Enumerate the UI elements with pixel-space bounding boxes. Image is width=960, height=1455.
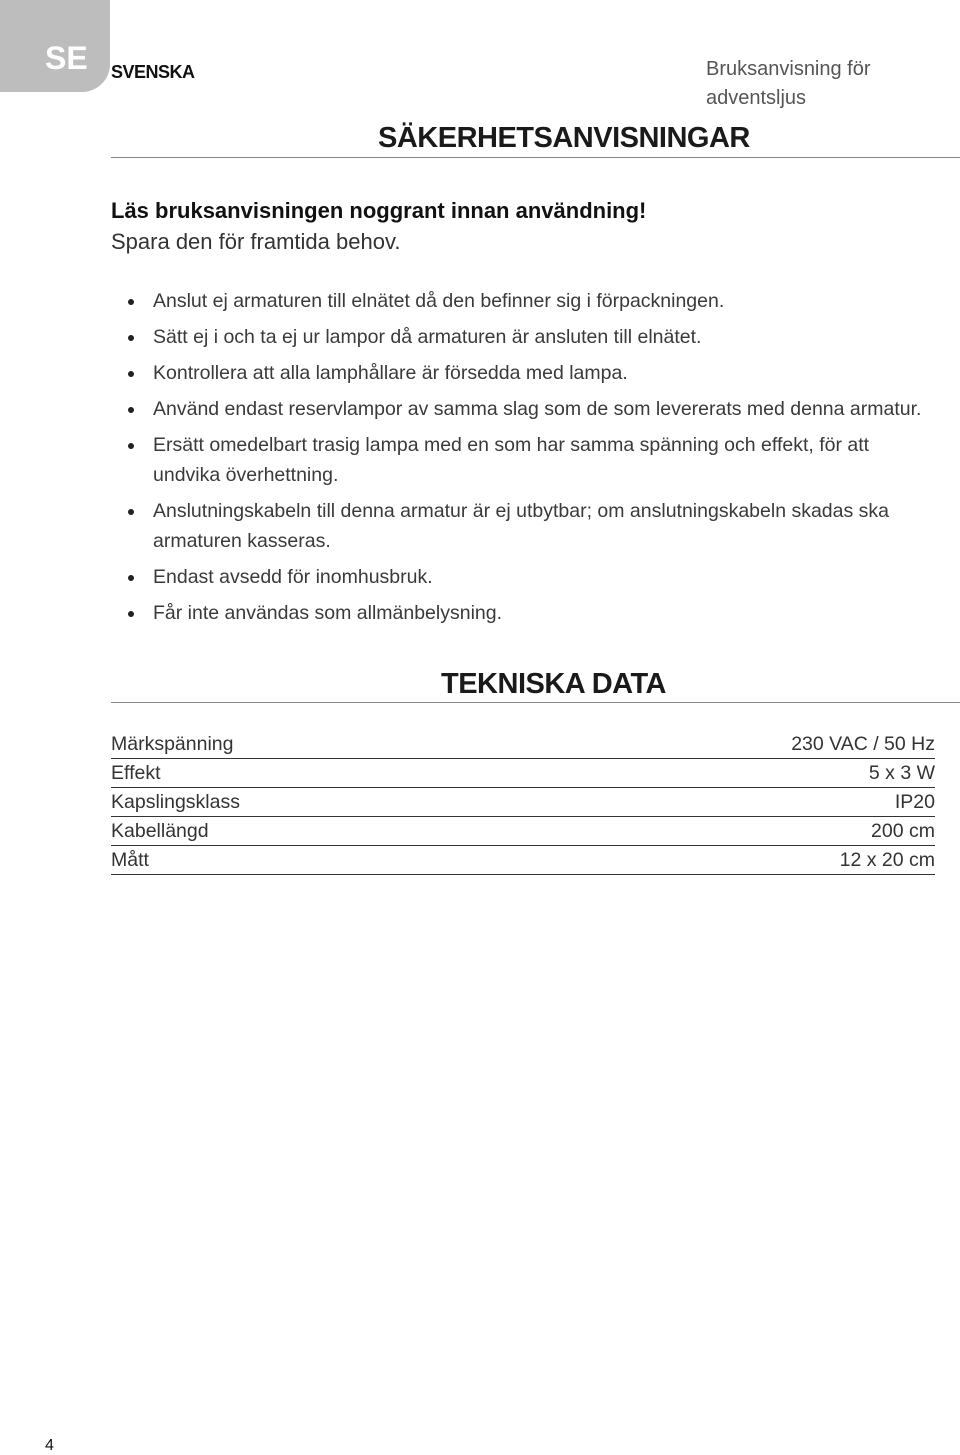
safety-item-text: Anslutningskabeln till denna armatur är ej utbytbar; om anslutningskabeln skadas ska armaturen kasseras.	[153, 500, 890, 552]
spec-label: Märkspänning	[111, 733, 234, 755]
safety-item-text: Ersätt omedelbart trasig lampa med en som har samma spänning och effekt, för att undvika överhettning.	[153, 434, 870, 486]
spec-row	[111, 759, 935, 788]
spec-row	[111, 730, 935, 759]
spec-label: Effekt	[111, 762, 161, 784]
language-code: SE	[45, 40, 88, 76]
safety-item-text: Anslut ej armaturen till elnätet då den befinner sig i förpackningen.	[153, 290, 725, 312]
bullet-icon	[128, 611, 134, 617]
safety-item	[111, 358, 941, 388]
safety-item	[111, 598, 941, 628]
safety-heading: SÄKERHETSANVISNINGAR	[378, 122, 750, 154]
safety-heading-rule	[111, 157, 960, 158]
spec-label: Kapslingsklass	[111, 791, 240, 813]
bullet-icon	[128, 509, 134, 515]
tech-heading: TEKNISKA DATA	[441, 668, 666, 700]
intro-warning: Läs bruksanvisningen noggrant innan användning!	[111, 198, 647, 223]
spec-label: Kabellängd	[111, 820, 209, 842]
language-tab	[0, 0, 110, 92]
safety-item-text: Endast avsedd för inomhusbruk.	[153, 566, 433, 588]
spec-row	[111, 817, 935, 846]
bullet-icon	[128, 371, 134, 377]
spec-row	[111, 788, 935, 817]
page-number: 4	[45, 1437, 54, 1454]
bullet-icon	[128, 299, 134, 305]
safety-item	[111, 394, 941, 424]
safety-item	[111, 322, 941, 352]
safety-item-text: Använd endast reservlampor av samma slag som de som levererats med denna armatur.	[153, 398, 922, 420]
bullet-icon	[128, 443, 134, 449]
intro-note: Spara den för framtida behov.	[111, 229, 401, 254]
spec-value: IP20	[894, 791, 935, 813]
spec-value: 230 VAC / 50 Hz	[791, 733, 935, 755]
safety-item-text: Får inte användas som allmänbelysning.	[153, 602, 503, 624]
tech-heading-rule	[111, 702, 960, 703]
safety-item	[111, 286, 941, 316]
bullet-icon	[128, 335, 134, 341]
safety-item-text: Kontrollera att alla lamphållare är försedda med lampa.	[153, 362, 628, 384]
spec-value: 12 x 20 cm	[839, 849, 935, 871]
spec-value: 200 cm	[871, 820, 935, 842]
safety-item-text: Sätt ej i och ta ej ur lampor då armaturen är ansluten till elnätet.	[153, 326, 702, 348]
spec-row	[111, 846, 935, 875]
spec-table	[111, 730, 935, 875]
document-title: Bruksanvisning för adventsljus	[706, 58, 871, 109]
safety-item	[111, 496, 941, 556]
bullet-icon	[128, 407, 134, 413]
language-name: SVENSKA	[111, 62, 195, 82]
spec-label: Mått	[111, 849, 149, 871]
safety-list	[111, 286, 941, 634]
bullet-icon	[128, 575, 134, 581]
safety-item	[111, 562, 941, 592]
spec-value: 5 x 3 W	[868, 762, 935, 784]
safety-item	[111, 430, 941, 490]
